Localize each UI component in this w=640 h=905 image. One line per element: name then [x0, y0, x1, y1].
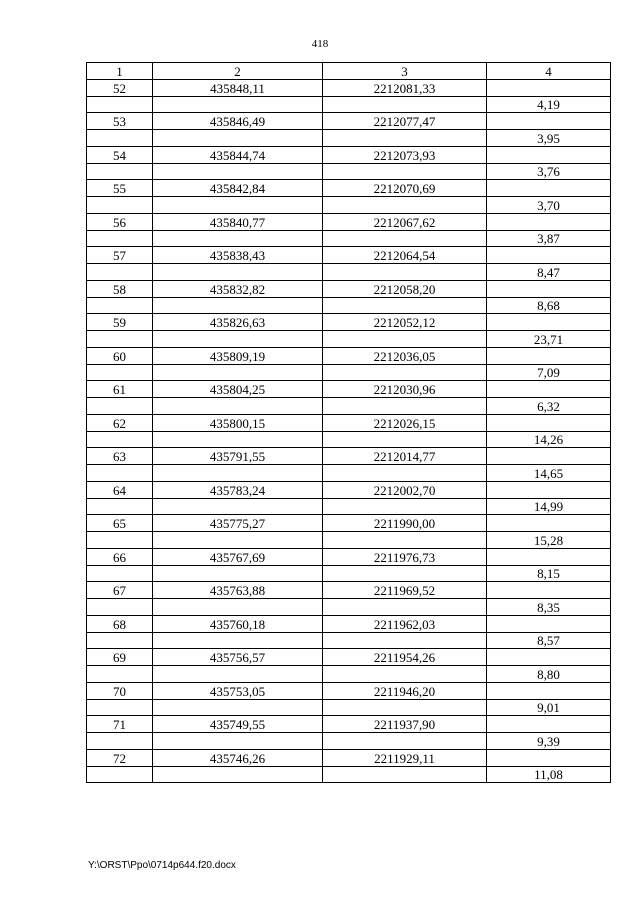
point-row	[87, 146, 611, 163]
distance-row	[87, 465, 611, 482]
empty-cell	[153, 766, 323, 783]
distance-row	[87, 766, 611, 783]
point-number-cell: 64	[87, 481, 153, 498]
point-row	[87, 381, 611, 398]
distance-cell: 9,01	[487, 699, 611, 716]
distance-row	[87, 565, 611, 582]
empty-cell	[153, 565, 323, 582]
x-coordinate-cell: 435846,49	[153, 113, 323, 130]
empty-cell	[153, 599, 323, 616]
empty-cell	[153, 364, 323, 381]
empty-cell	[153, 230, 323, 247]
empty-cell	[87, 632, 153, 649]
y-coordinate-cell: 2212036,05	[323, 347, 487, 364]
empty-cell	[487, 381, 611, 398]
point-row	[87, 113, 611, 130]
distance-cell: 8,80	[487, 666, 611, 683]
distance-cell: 3,95	[487, 130, 611, 147]
point-row	[87, 716, 611, 733]
empty-cell	[87, 230, 153, 247]
x-coordinate-cell: 435767,69	[153, 548, 323, 565]
distance-cell: 8,35	[487, 599, 611, 616]
point-row	[87, 515, 611, 532]
x-coordinate-cell: 435775,27	[153, 515, 323, 532]
empty-cell	[323, 230, 487, 247]
distance-cell: 15,28	[487, 532, 611, 549]
distance-row	[87, 431, 611, 448]
empty-cell	[87, 498, 153, 515]
distance-row	[87, 130, 611, 147]
empty-cell	[87, 130, 153, 147]
empty-cell	[323, 331, 487, 348]
empty-cell	[153, 331, 323, 348]
x-coordinate-cell: 435753,05	[153, 682, 323, 699]
page-number: 418	[311, 38, 329, 50]
point-number-cell: 58	[87, 280, 153, 297]
distance-cell: 8,15	[487, 565, 611, 582]
point-number-cell: 55	[87, 180, 153, 197]
empty-cell	[153, 498, 323, 515]
empty-cell	[487, 347, 611, 364]
x-coordinate-cell: 435842,84	[153, 180, 323, 197]
distance-row	[87, 632, 611, 649]
empty-cell	[153, 96, 323, 113]
x-coordinate-cell: 435791,55	[153, 448, 323, 465]
point-row	[87, 548, 611, 565]
empty-cell	[487, 615, 611, 632]
empty-cell	[487, 682, 611, 699]
empty-cell	[323, 364, 487, 381]
distance-row	[87, 699, 611, 716]
x-coordinate-cell: 435760,18	[153, 615, 323, 632]
distance-row	[87, 599, 611, 616]
empty-cell	[87, 364, 153, 381]
x-coordinate-cell: 435838,43	[153, 247, 323, 264]
empty-cell	[323, 264, 487, 281]
distance-cell: 8,57	[487, 632, 611, 649]
distance-row	[87, 297, 611, 314]
empty-cell	[323, 96, 487, 113]
point-number-cell: 65	[87, 515, 153, 532]
empty-cell	[153, 130, 323, 147]
empty-cell	[487, 649, 611, 666]
empty-cell	[323, 498, 487, 515]
distance-cell: 8,68	[487, 297, 611, 314]
y-coordinate-cell: 2212073,93	[323, 146, 487, 163]
distance-cell: 14,99	[487, 498, 611, 515]
y-coordinate-cell: 2212026,15	[323, 414, 487, 431]
empty-cell	[153, 264, 323, 281]
empty-cell	[323, 565, 487, 582]
empty-cell	[487, 79, 611, 96]
distance-cell: 6,32	[487, 398, 611, 415]
distance-cell: 3,87	[487, 230, 611, 247]
distance-cell: 4,19	[487, 96, 611, 113]
table-header-row	[87, 63, 611, 80]
distance-row	[87, 264, 611, 281]
x-coordinate-cell: 435746,26	[153, 749, 323, 766]
distance-cell: 9,39	[487, 733, 611, 750]
distance-row	[87, 364, 611, 381]
empty-cell	[323, 766, 487, 783]
empty-cell	[487, 247, 611, 264]
distance-row	[87, 331, 611, 348]
empty-cell	[323, 398, 487, 415]
x-coordinate-cell: 435756,57	[153, 649, 323, 666]
empty-cell	[87, 163, 153, 180]
column-header: 3	[323, 63, 487, 80]
empty-cell	[487, 113, 611, 130]
point-number-cell: 71	[87, 716, 153, 733]
empty-cell	[153, 532, 323, 549]
y-coordinate-cell: 2211954,26	[323, 649, 487, 666]
point-number-cell: 63	[87, 448, 153, 465]
point-number-cell: 56	[87, 213, 153, 230]
point-number-cell: 68	[87, 615, 153, 632]
point-row	[87, 414, 611, 431]
distance-row	[87, 230, 611, 247]
empty-cell	[153, 431, 323, 448]
point-row	[87, 314, 611, 331]
point-number-cell: 72	[87, 749, 153, 766]
distance-row	[87, 666, 611, 683]
empty-cell	[323, 699, 487, 716]
point-number-cell: 54	[87, 146, 153, 163]
empty-cell	[323, 130, 487, 147]
point-number-cell: 70	[87, 682, 153, 699]
column-header: 4	[487, 63, 611, 80]
empty-cell	[153, 297, 323, 314]
empty-cell	[153, 398, 323, 415]
point-row	[87, 649, 611, 666]
y-coordinate-cell: 2212030,96	[323, 381, 487, 398]
empty-cell	[87, 431, 153, 448]
empty-cell	[87, 599, 153, 616]
x-coordinate-cell: 435826,63	[153, 314, 323, 331]
y-coordinate-cell: 2211937,90	[323, 716, 487, 733]
empty-cell	[487, 515, 611, 532]
point-number-cell: 57	[87, 247, 153, 264]
y-coordinate-cell: 2211962,03	[323, 615, 487, 632]
point-row	[87, 749, 611, 766]
distance-cell: 3,70	[487, 197, 611, 214]
point-row	[87, 481, 611, 498]
distance-row	[87, 96, 611, 113]
empty-cell	[487, 180, 611, 197]
empty-cell	[87, 297, 153, 314]
x-coordinate-cell: 435804,25	[153, 381, 323, 398]
empty-cell	[87, 398, 153, 415]
empty-cell	[323, 297, 487, 314]
x-coordinate-cell: 435763,88	[153, 582, 323, 599]
empty-cell	[487, 749, 611, 766]
empty-cell	[87, 766, 153, 783]
distance-row	[87, 733, 611, 750]
empty-cell	[323, 532, 487, 549]
empty-cell	[323, 632, 487, 649]
empty-cell	[87, 331, 153, 348]
y-coordinate-cell: 2211990,00	[323, 515, 487, 532]
y-coordinate-cell: 2211946,20	[323, 682, 487, 699]
empty-cell	[87, 733, 153, 750]
point-number-cell: 52	[87, 79, 153, 96]
empty-cell	[87, 699, 153, 716]
empty-cell	[487, 716, 611, 733]
empty-cell	[487, 280, 611, 297]
x-coordinate-cell: 435844,74	[153, 146, 323, 163]
empty-cell	[153, 163, 323, 180]
distance-cell: 3,76	[487, 163, 611, 180]
point-row	[87, 280, 611, 297]
point-number-cell: 66	[87, 548, 153, 565]
y-coordinate-cell: 2212052,12	[323, 314, 487, 331]
x-coordinate-cell: 435800,15	[153, 414, 323, 431]
empty-cell	[323, 733, 487, 750]
empty-cell	[487, 582, 611, 599]
point-number-cell: 67	[87, 582, 153, 599]
file-path-footer: Y:\ORST\Ppo\0714p644.f20.docx	[88, 860, 236, 871]
point-row	[87, 180, 611, 197]
distance-row	[87, 498, 611, 515]
empty-cell	[87, 532, 153, 549]
empty-cell	[153, 733, 323, 750]
empty-cell	[323, 431, 487, 448]
y-coordinate-cell: 2212002,70	[323, 481, 487, 498]
point-row	[87, 247, 611, 264]
distance-cell: 7,09	[487, 364, 611, 381]
distance-row	[87, 398, 611, 415]
empty-cell	[87, 264, 153, 281]
distance-cell: 8,47	[487, 264, 611, 281]
distance-cell: 11,08	[487, 766, 611, 783]
empty-cell	[487, 314, 611, 331]
empty-cell	[87, 465, 153, 482]
distance-row	[87, 532, 611, 549]
column-header: 2	[153, 63, 323, 80]
y-coordinate-cell: 2212077,47	[323, 113, 487, 130]
y-coordinate-cell: 2211969,52	[323, 582, 487, 599]
y-coordinate-cell: 2212014,77	[323, 448, 487, 465]
y-coordinate-cell: 2212067,62	[323, 213, 487, 230]
x-coordinate-cell: 435809,19	[153, 347, 323, 364]
y-coordinate-cell: 2211976,73	[323, 548, 487, 565]
point-row	[87, 615, 611, 632]
column-header: 1	[87, 63, 153, 80]
point-number-cell: 62	[87, 414, 153, 431]
distance-cell: 14,26	[487, 431, 611, 448]
empty-cell	[153, 666, 323, 683]
y-coordinate-cell: 2212070,69	[323, 180, 487, 197]
empty-cell	[487, 146, 611, 163]
point-number-cell: 53	[87, 113, 153, 130]
empty-cell	[323, 163, 487, 180]
y-coordinate-cell: 2211929,11	[323, 749, 487, 766]
empty-cell	[487, 414, 611, 431]
y-coordinate-cell: 2212064,54	[323, 247, 487, 264]
distance-cell: 23,71	[487, 331, 611, 348]
x-coordinate-cell: 435848,11	[153, 79, 323, 96]
x-coordinate-cell: 435832,82	[153, 280, 323, 297]
point-row	[87, 582, 611, 599]
y-coordinate-cell: 2212081,33	[323, 79, 487, 96]
empty-cell	[323, 197, 487, 214]
x-coordinate-cell: 435783,24	[153, 481, 323, 498]
point-row	[87, 347, 611, 364]
empty-cell	[487, 481, 611, 498]
empty-cell	[323, 666, 487, 683]
coordinates-table	[86, 62, 611, 783]
point-row	[87, 213, 611, 230]
point-row	[87, 448, 611, 465]
empty-cell	[487, 448, 611, 465]
distance-cell: 14,65	[487, 465, 611, 482]
empty-cell	[153, 699, 323, 716]
point-number-cell: 61	[87, 381, 153, 398]
distance-row	[87, 163, 611, 180]
empty-cell	[87, 96, 153, 113]
empty-cell	[487, 213, 611, 230]
point-number-cell: 69	[87, 649, 153, 666]
empty-cell	[153, 632, 323, 649]
empty-cell	[87, 197, 153, 214]
y-coordinate-cell: 2212058,20	[323, 280, 487, 297]
point-number-cell: 60	[87, 347, 153, 364]
x-coordinate-cell: 435749,55	[153, 716, 323, 733]
empty-cell	[323, 599, 487, 616]
empty-cell	[87, 565, 153, 582]
empty-cell	[153, 197, 323, 214]
point-number-cell: 59	[87, 314, 153, 331]
empty-cell	[323, 465, 487, 482]
empty-cell	[87, 666, 153, 683]
distance-row	[87, 197, 611, 214]
empty-cell	[153, 465, 323, 482]
empty-cell	[487, 548, 611, 565]
x-coordinate-cell: 435840,77	[153, 213, 323, 230]
point-row	[87, 682, 611, 699]
point-row	[87, 79, 611, 96]
